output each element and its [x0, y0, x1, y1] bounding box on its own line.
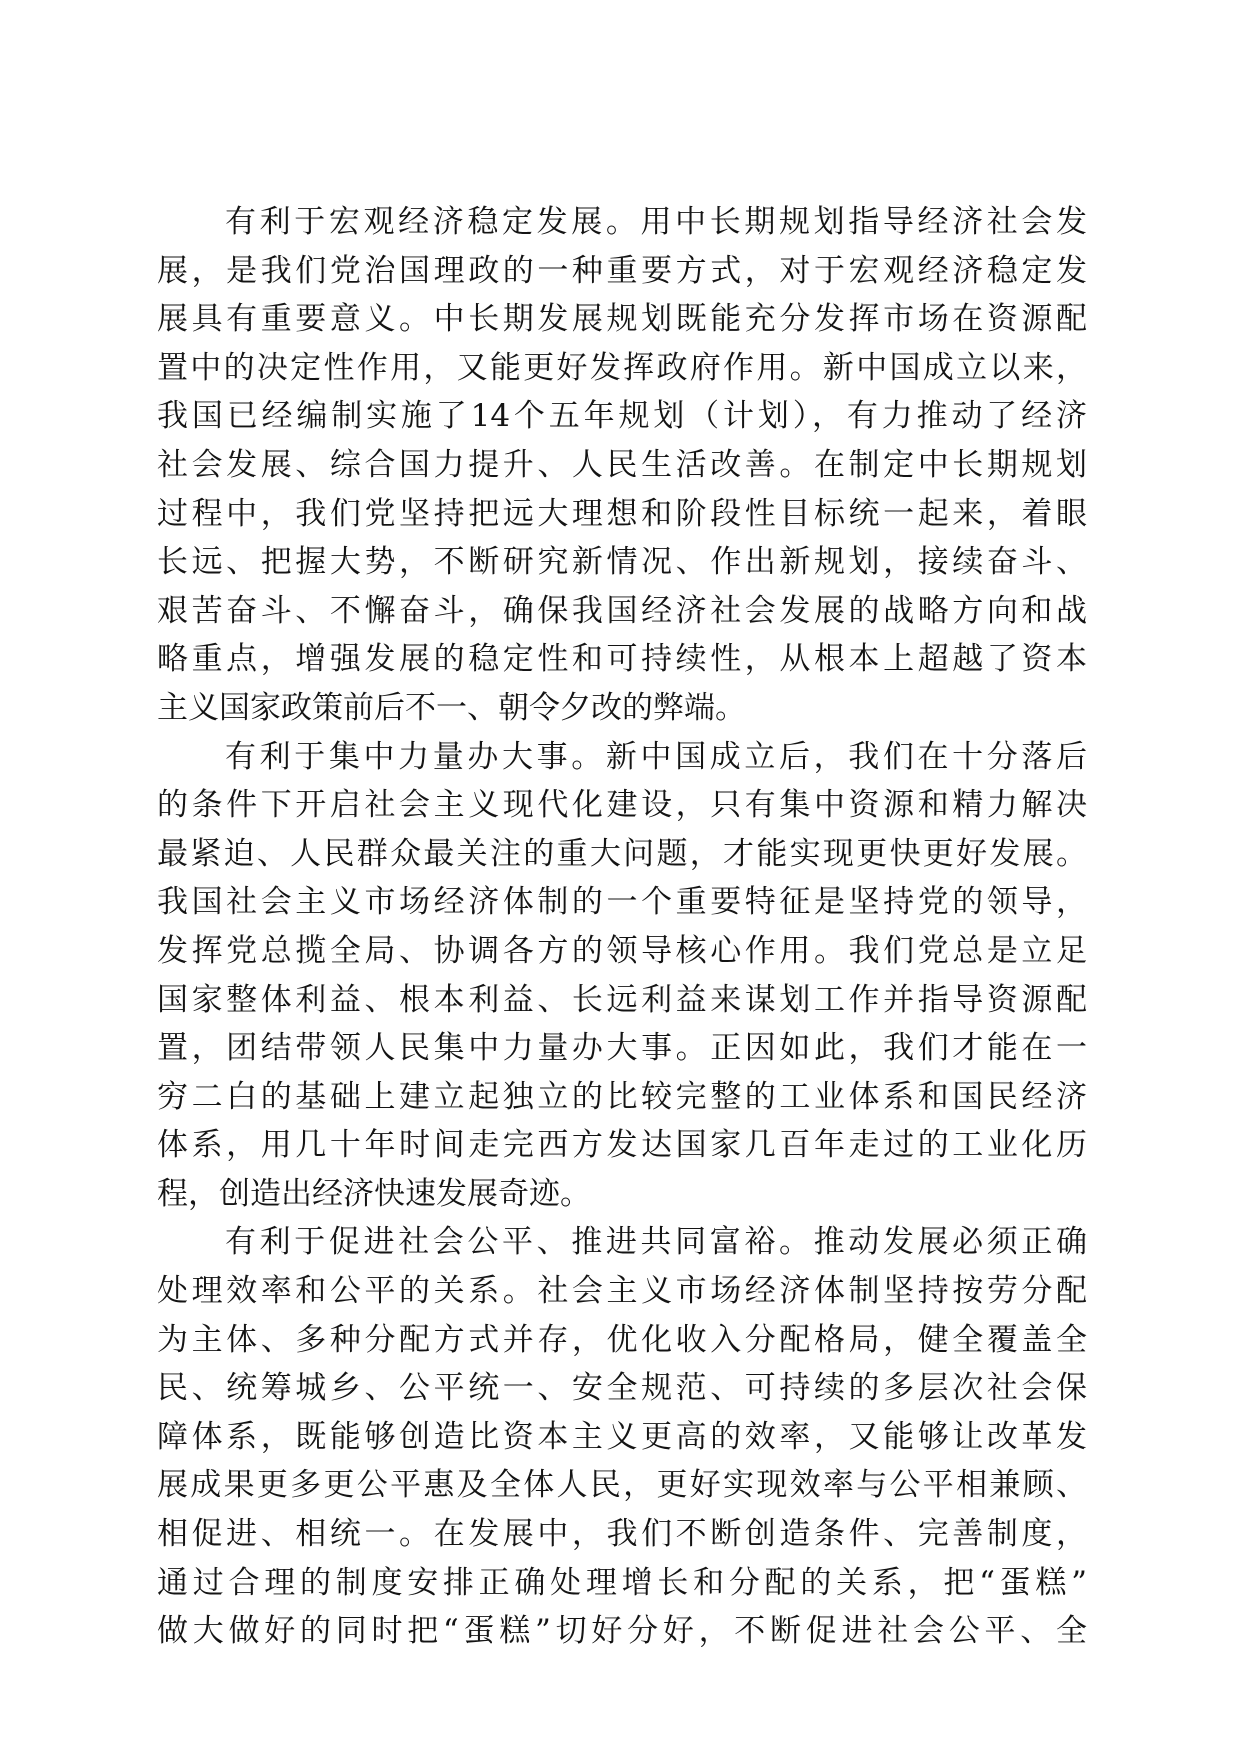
- paragraph-line: 为主体、多种分配方式并存，优化收入分配格局，健全覆盖全: [157, 1321, 1087, 1358]
- paragraph-line: 有利于宏观经济稳定发展。用中长期规划指导经济社会发: [225, 204, 1087, 240]
- paragraph-line: 有利于促进社会公平、推进共同富裕。推动发展必须正确: [225, 1224, 1087, 1261]
- paragraph-line: 民、统筹城乡、公平统一、安全规范、可持续的多层次社会保: [157, 1370, 1087, 1407]
- paragraph-line: 处理效率和公平的关系。社会主义市场经济体制坚持按劳分配: [157, 1273, 1087, 1310]
- paragraph-line: 障体系，既能够创造比资本主义更高的效率，又能够让改革发: [157, 1418, 1087, 1455]
- paragraph-line: 略重点，增强发展的稳定性和可持续性，从根本上超越了资本: [157, 641, 1087, 678]
- paragraph-line: 相促进、相统一。在发展中，我们不断创造条件、完善制度，: [157, 1516, 1087, 1553]
- paragraph-line: 我国已经编制实施了14个五年规划（计划），有力推动了经济: [157, 398, 1087, 435]
- paragraph-line: 做大做好的同时把“蛋糕”切好分好，不断促进社会公平、全: [157, 1613, 1087, 1650]
- paragraph-3: [157, 1218, 1087, 1655]
- paragraph-line: 艰苦奋斗、不懈奋斗，确保我国经济社会发展的战略方向和战: [157, 592, 1087, 629]
- paragraph-line: 有利于集中力量办大事。新中国成立后，我们在十分落后: [225, 738, 1087, 775]
- paragraph-line: 置中的决定性作用，又能更好发挥政府作用。新中国成立以来，: [157, 349, 1087, 386]
- paragraph-line: 最紧迫、人民群众最关注的重大问题，才能实现更快更好发展。: [157, 835, 1087, 872]
- paragraph-line: 长远、把握大势，不断研究新情况、作出新规划，接续奋斗、: [157, 544, 1087, 581]
- paragraph-1: [157, 198, 1087, 733]
- paragraph-line: 通过合理的制度安排正确处理增长和分配的关系，把“蛋糕”: [157, 1564, 1087, 1601]
- paragraph-line: 我国社会主义市场经济体制的一个重要特征是坚持党的领导，: [157, 884, 1087, 921]
- paragraph-line: 程，创造出经济快速发展奇迹。: [157, 1175, 591, 1212]
- paragraph-line: 置，团结带领人民集中力量办大事。正因如此，我们才能在一: [157, 1030, 1087, 1067]
- paragraph-line: 展具有重要意义。中长期发展规划既能充分发挥市场在资源配: [157, 301, 1087, 338]
- paragraph-line: 的条件下开启社会主义现代化建设，只有集中资源和精力解决: [157, 787, 1087, 824]
- paragraph-line: 社会发展、综合国力提升、人民生活改善。在制定中长期规划: [157, 446, 1087, 483]
- paragraph-line: 穷二白的基础上建立起独立的比较完整的工业体系和国民经济: [157, 1078, 1087, 1115]
- paragraph-line: 体系，用几十年时间走完西方发达国家几百年走过的工业化历: [157, 1127, 1087, 1164]
- paragraph-line: 展成果更多更公平惠及全体人民，更好实现效率与公平相兼顾、: [157, 1467, 1087, 1504]
- body-text: [157, 198, 1087, 1656]
- paragraph-line: 过程中，我们党坚持把远大理想和阶段性目标统一起来，着眼: [157, 495, 1087, 532]
- paragraph-line: 国家整体利益、根本利益、长远利益来谋划工作并指导资源配: [157, 981, 1087, 1018]
- paragraph-line: 主义国家政策前后不一、朝令夕改的弊端。: [157, 689, 746, 726]
- paragraph-line: 发挥党总揽全局、协调各方的领导核心作用。我们党总是立足: [157, 932, 1087, 969]
- paragraph-line: 展，是我们党治国理政的一种重要方式，对于宏观经济稳定发: [157, 252, 1087, 289]
- paragraph-2: [157, 733, 1087, 1219]
